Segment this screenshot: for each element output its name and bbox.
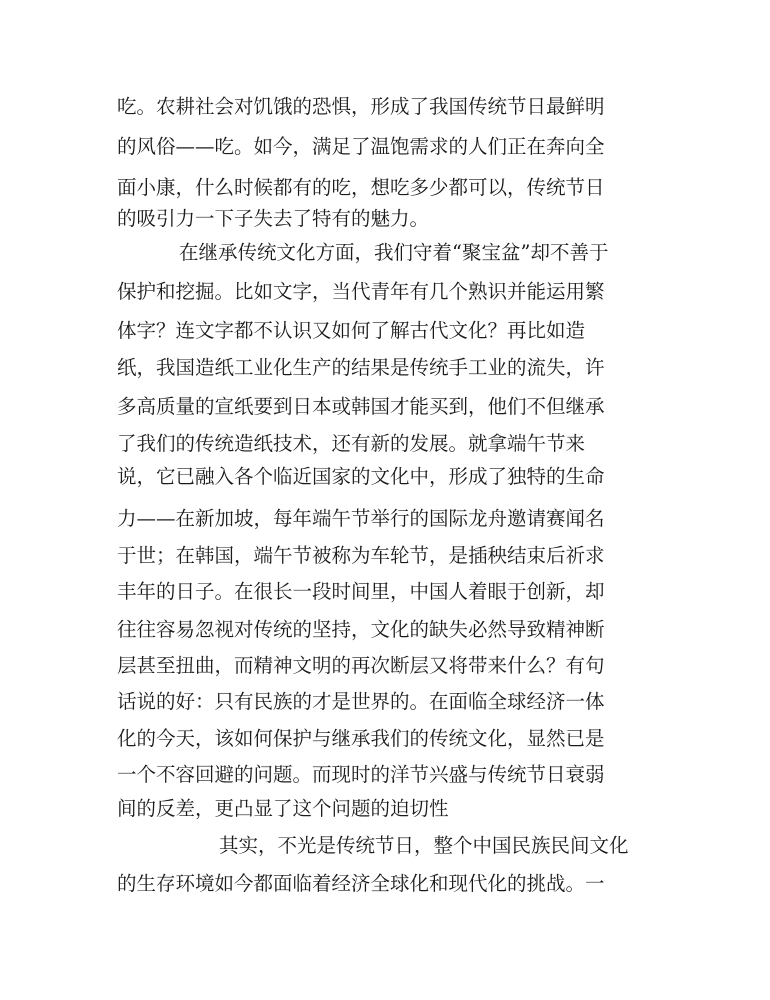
text-line: 吃。农耕社会对饥饿的恐惧，形成了我国传统节日最鲜明 <box>117 95 605 118</box>
text-line: 的吸引力一下子失去了特有的魅力。 <box>117 207 430 230</box>
text-line: 体字？连文字都不认识又如何了解古代文化？再比如造 <box>117 319 586 342</box>
text-line: 丰年的日子。在很长一段时间里，中国人着眼于创新，却 <box>117 580 605 603</box>
text-line: 于世；在韩国，端午节被称为车轮节，是插秧结束后祈求 <box>117 544 605 567</box>
text-line: 化的今天，该如何保护与继承我们的传统文化，显然已是 <box>117 727 605 750</box>
text-line: 力——在新加坡，每年端午节举行的国际龙舟邀请赛闻名 <box>117 507 605 530</box>
text-line: 间的反差，更凸显了这个问题的迫切性 <box>117 797 449 820</box>
text-line: 了我们的传统造纸技术，还有新的发展。就拿端午节来 <box>117 432 586 455</box>
text-line: 保护和挖掘。比如文字，当代青年有几个熟识并能运用繁 <box>117 280 605 303</box>
text-line: 层甚至扭曲，而精神文明的再次断层又将带来什么？有句 <box>117 654 605 677</box>
text-line: 一个不容回避的问题。而现时的洋节兴盛与传统节日衰弱 <box>117 763 605 786</box>
text-line: 纸，我国造纸工业化生产的结果是传统手工业的流失，许 <box>117 356 605 379</box>
text-line: 话说的好：只有民族的才是世界的。在面临全球经济一体 <box>117 690 605 713</box>
text-line: 的生存环境如今都面临着经济全球化和现代化的挑战。一 <box>117 872 605 895</box>
text-line: 往往容易忽视对传统的坚持，文化的缺失必然导致精神断 <box>117 618 605 641</box>
paragraph-start-line: 其实，不光是传统节日，整个中国民族民间文化 <box>219 834 629 857</box>
text-line: 面小康，什么时候都有的吃，想吃多少都可以，传统节日 <box>117 176 605 199</box>
text-line: 的风俗——吃。如今，满足了温饱需求的人们正在奔向全 <box>117 135 605 158</box>
paragraph-start-line: 在继承传统文化方面，我们守着“聚宝盆”却不善于 <box>179 241 609 264</box>
text-line: 说，它已融入各个临近国家的文化中，形成了独特的生命 <box>117 465 605 488</box>
text-line: 多高质量的宣纸要到日本或韩国才能买到，他们不但继承 <box>117 395 605 418</box>
